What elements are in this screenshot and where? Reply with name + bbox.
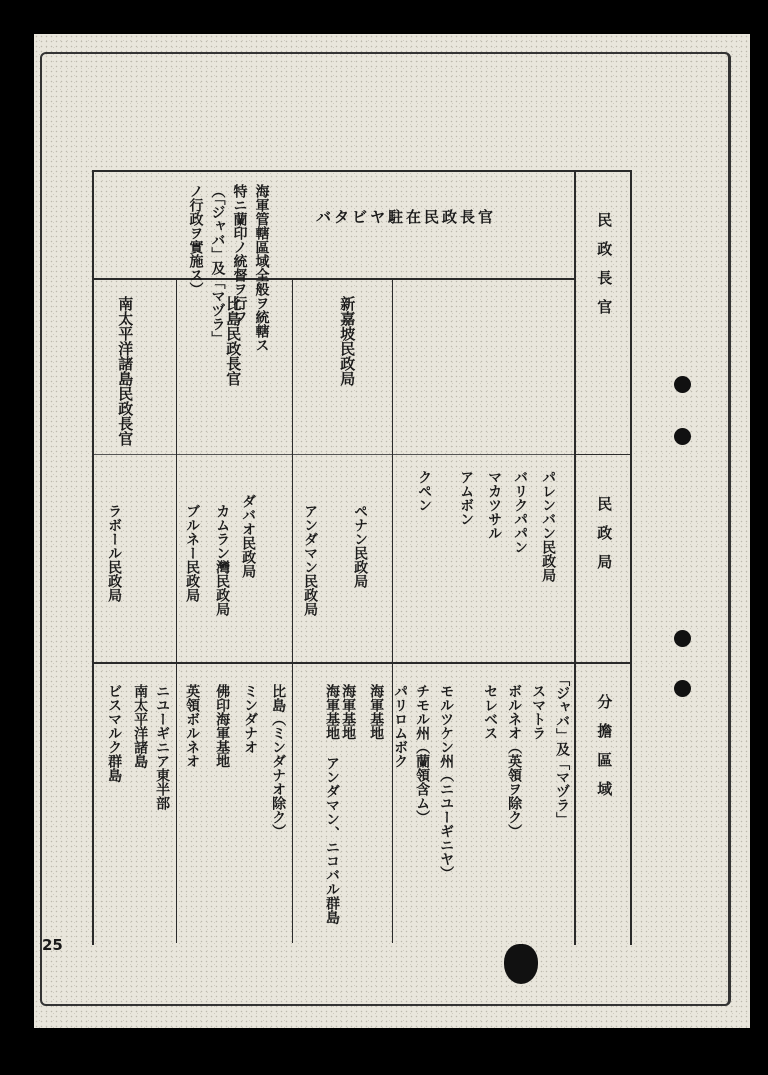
area-item: ミンダナオ [242, 684, 259, 754]
punch-hole-icon [674, 376, 691, 393]
header-civil-office: 民政局 [595, 496, 614, 583]
header-divider [92, 454, 574, 455]
area-item: 「ジャバ」及「マヅラ」 [554, 672, 571, 826]
ink-blot-icon [504, 944, 538, 984]
group-governor-south-pacific: 南太平洋諸島民政長官 [116, 296, 135, 446]
table-col-line [574, 170, 576, 945]
office-item: カムラン灣民政局 [214, 504, 231, 616]
top-note-line-1: 海軍管轄區域全般ヲ統轄ス [253, 184, 270, 352]
office-item: バリクパパン [512, 470, 529, 554]
area-item: 英領ボルネオ [184, 684, 201, 768]
group-governor-singapore: 新嘉坡民政局 [338, 296, 357, 386]
header-jurisdiction: 分擔區域 [595, 694, 614, 810]
table-right-border [630, 170, 632, 945]
table-top-border [92, 170, 632, 172]
area-item: スマトラ [530, 684, 547, 740]
document-page [34, 34, 750, 1028]
header-civil-governor: 民政長官 [595, 212, 614, 328]
top-note-line-2: 特ニ蘭印ノ統督ヲ行フ [231, 184, 248, 324]
office-item: アンダマン民政局 [302, 504, 319, 616]
batavia-governor-title: バタビヤ駐在民政長官 [316, 208, 497, 226]
office-item: ブルネー民政局 [184, 504, 201, 602]
area-item: モルツケン州（ニユーギニヤ） [438, 684, 455, 880]
group-governor-philippines: 比島民政長官 [224, 296, 243, 386]
office-item: アムボン [458, 470, 475, 526]
area-item: 海軍基地 アンダマン、ニコバル群島 [324, 684, 340, 924]
office-item: ダバオ民政局 [240, 494, 257, 578]
group-line-3 [392, 278, 393, 943]
punch-hole-icon [674, 630, 691, 647]
page-frame [40, 52, 731, 1006]
area-item: パリロムボク [392, 684, 409, 768]
top-note-line-3: （「ジャバ」及「マヅラ」 [209, 184, 226, 345]
punch-hole-icon [674, 680, 691, 697]
area-item: ボルネオ（英領ヲ除ク） [506, 684, 523, 838]
top-row-divider [92, 278, 574, 280]
page-number: 25 [42, 936, 63, 954]
top-note-line-4: ノ行政ヲ實施ス） [187, 184, 204, 296]
office-item: ラボール民政局 [106, 504, 123, 602]
office-area-divider [92, 662, 630, 664]
area-item: 比島（ミンダナオ除ク） [270, 684, 287, 838]
area-item: 海軍基地 [368, 684, 385, 740]
hdr-mid-divider [574, 454, 630, 455]
office-item: クペン [416, 470, 433, 512]
area-item: 南太平洋諸島 [132, 684, 149, 768]
group-line-1 [176, 278, 177, 943]
office-item: マカツサル [486, 470, 503, 540]
table-left-border [92, 170, 94, 945]
area-item: セレベス [482, 684, 499, 740]
group-line-2 [292, 278, 293, 943]
office-item: ペナン民政局 [352, 504, 369, 588]
area-item: ニユーギニア東半部 [154, 684, 171, 810]
area-item: 海軍基地 [340, 684, 357, 740]
punch-hole-icon [674, 428, 691, 445]
office-item: パレンバン民政局 [540, 470, 557, 582]
area-item: チモル州（蘭領含ム） [414, 684, 431, 824]
area-item: 佛印海軍基地 [214, 684, 231, 768]
area-item: ビスマルク群島 [106, 684, 123, 782]
